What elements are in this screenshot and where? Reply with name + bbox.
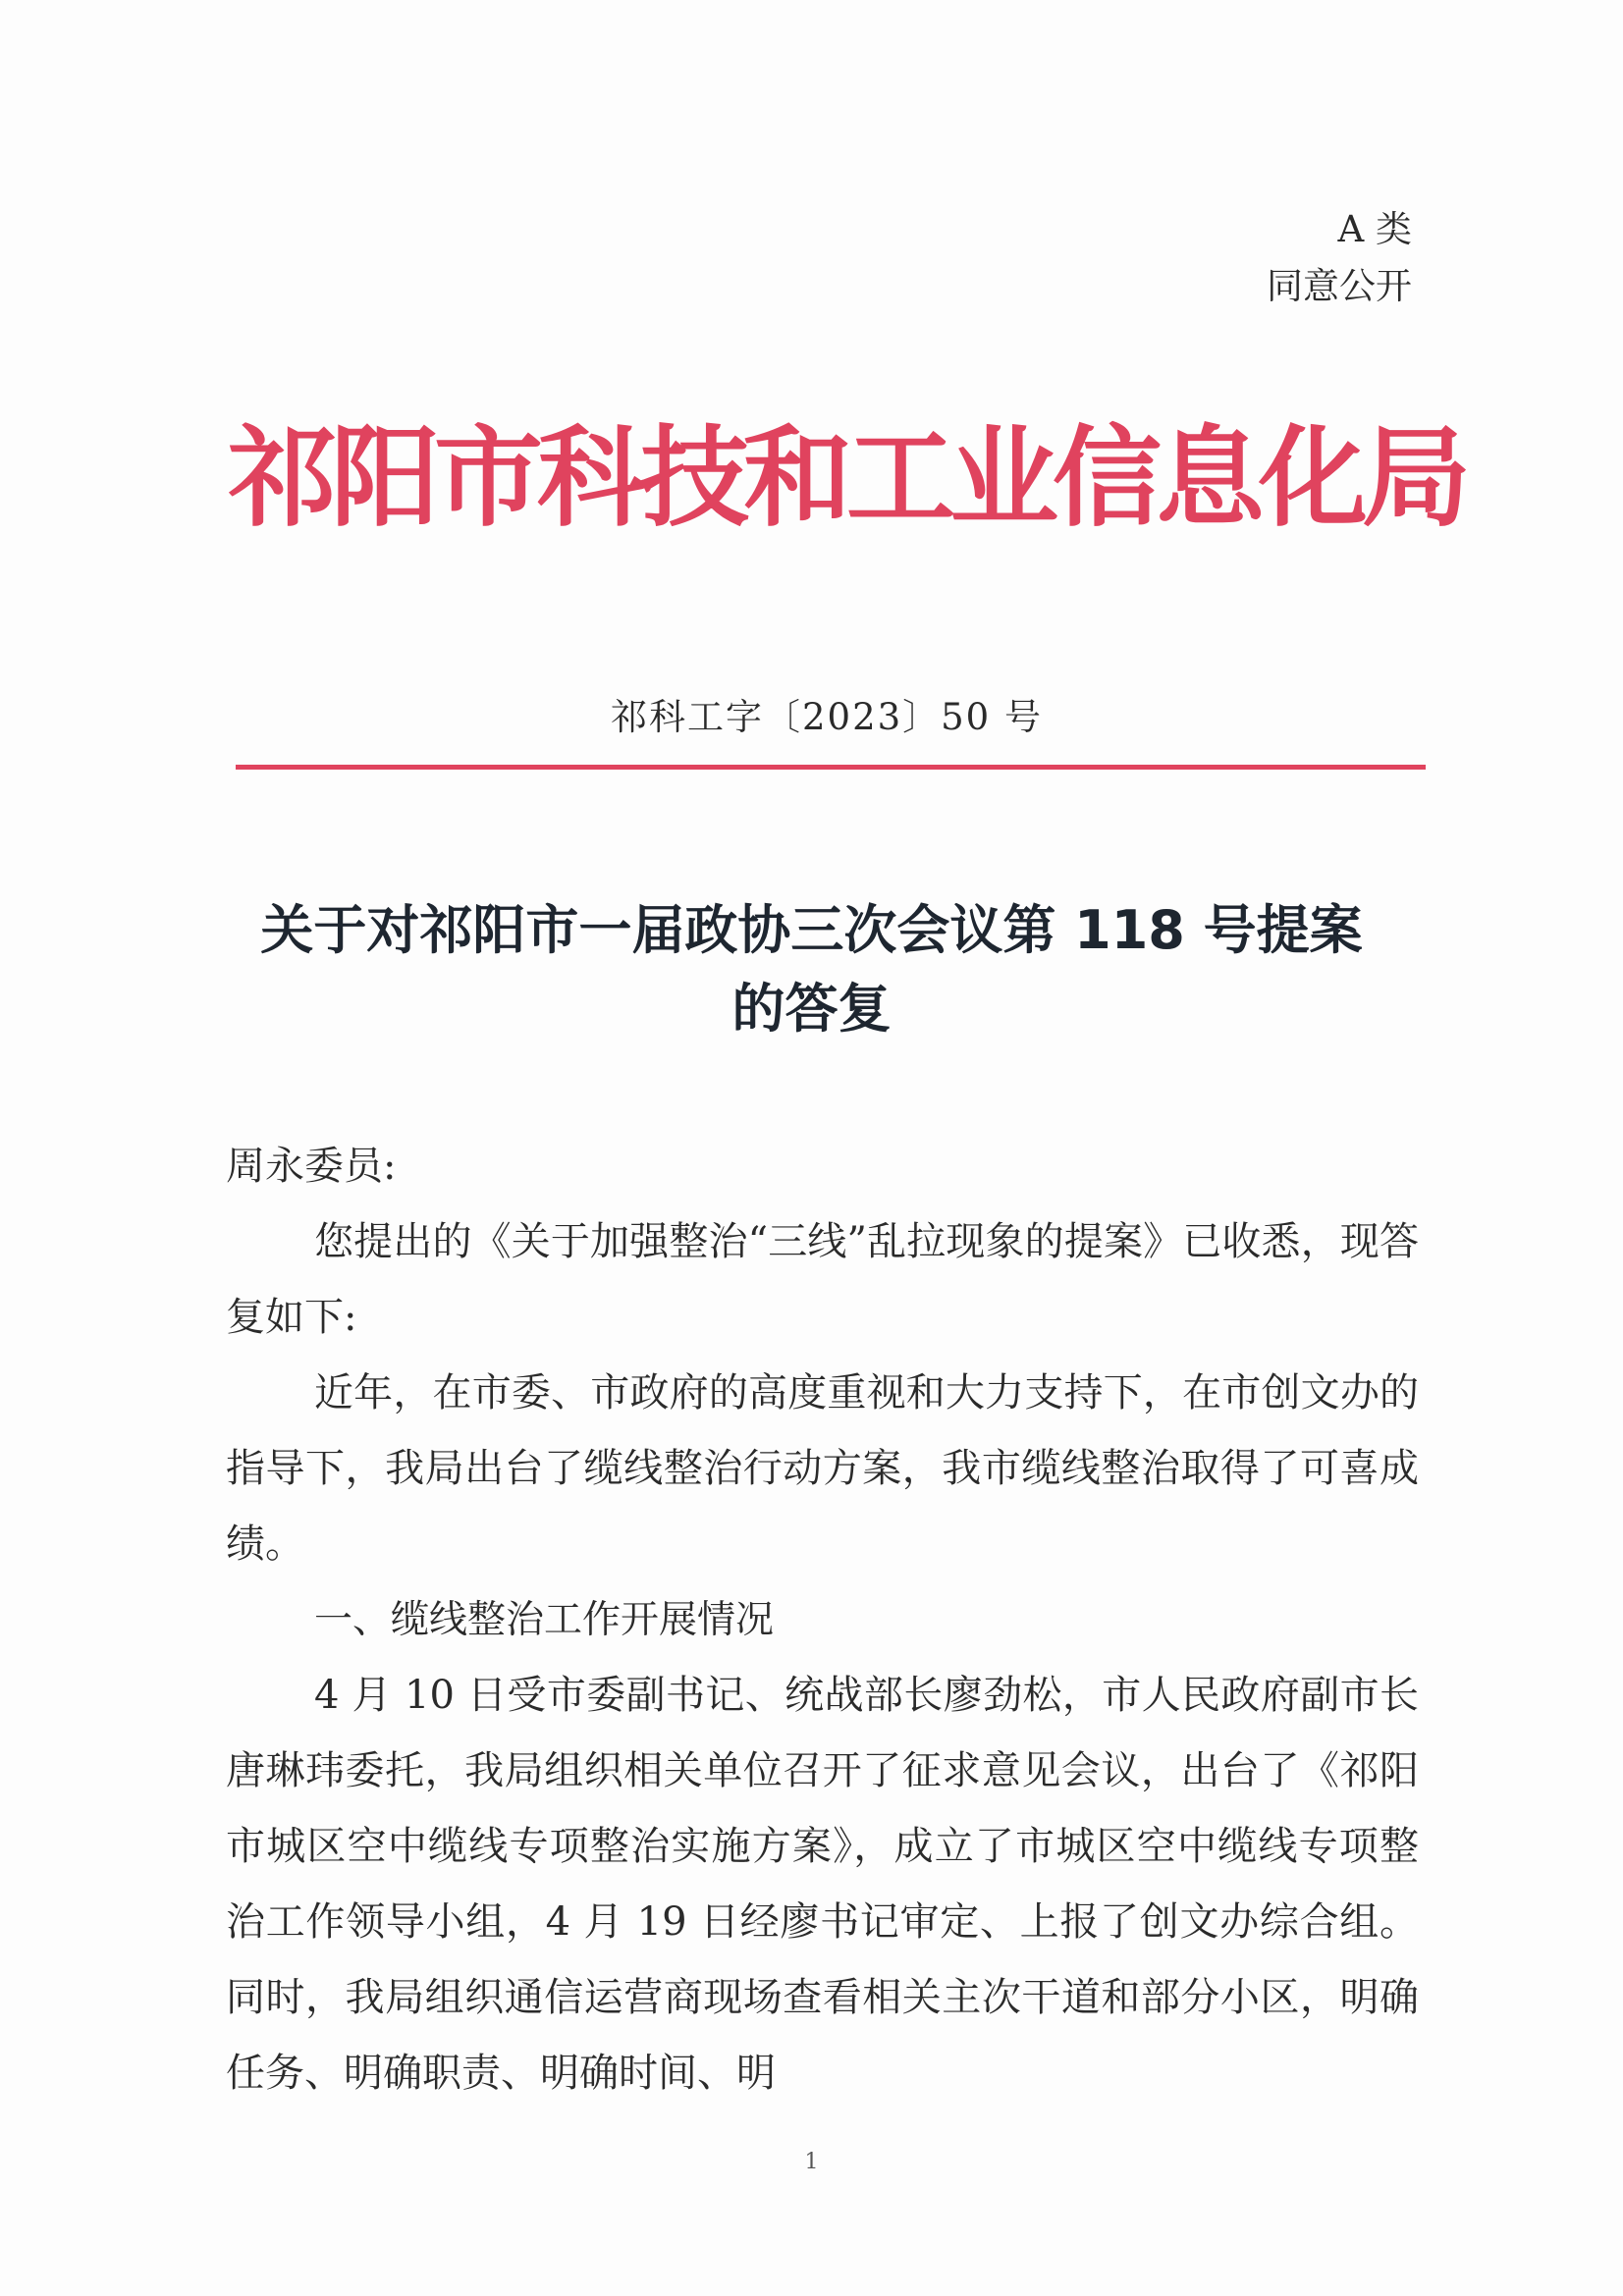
classification-label: A 类 [1337,208,1412,250]
body-paragraph: 您提出的《关于加强整治“三线”乱拉现象的提案》已收悉，现答复如下: [226,1219,1419,1340]
body-paragraph: 近年，在市委、市政府的高度重视和大力支持下，在市创文办的指导下，我局出台了缆线整治行动方案，我市缆线整治取得了可喜成绩。 [226,1370,1419,1567]
salutation: 周永委员: [226,1144,397,1189]
classification-block [1267,201,1412,315]
document-title-line-2: 的答复 [731,978,892,1040]
page-number: 1 [804,2150,819,2174]
document-title [196,891,1427,1048]
disclosure-label: 同意公开 [1267,265,1412,307]
document-body [226,1129,1419,2111]
red-divider-line [236,765,1426,770]
issuer-masthead: 祁阳市科技和工业信息化局 [228,415,1466,542]
document-title-line-1: 关于对祁阳市一届政协三次会议第 118 号提案 [260,899,1363,961]
document-number: 祁科工字〔2023〕50 号 [610,696,1043,738]
section-heading: 一、缆线整治工作开展情况 [314,1598,775,1642]
section-paragraph: 4 月 10 日受市委副书记、统战部长廖劲松，市人民政府副市长唐琳玮委托，我局组织相关单位召开了征求意见会议，出台了《祁阳市城区空中缆线专项整治实施方案》，成立了市城区空中缆线专项整治工作领导小组，4 月 19 日经廖书记审定、上报了创文办综合组。同时，我局组织通信运营商现场查看相关主次干道和部分小区，明确任务、明确职责、明确时间、明 [226,1673,1419,2096]
